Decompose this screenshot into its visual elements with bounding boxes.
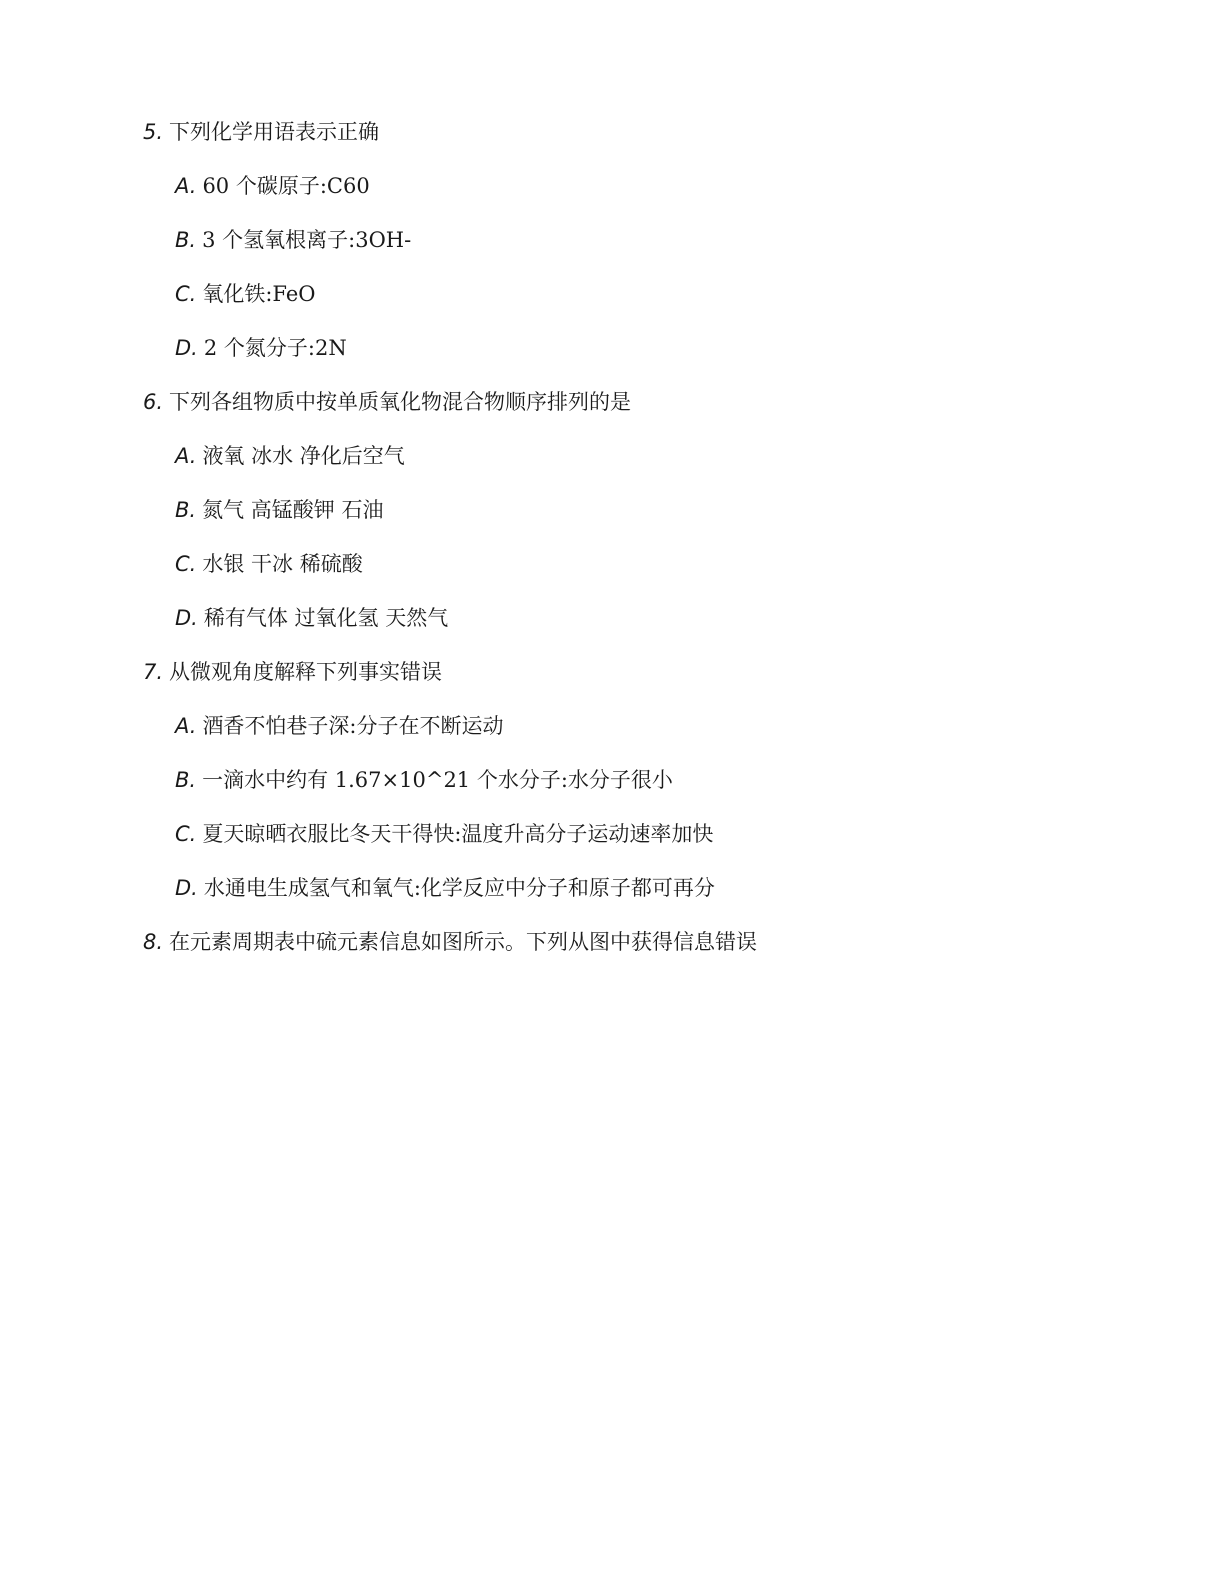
option-letter: A. (175, 444, 197, 468)
option-text: 氮气 高锰酸钾 石油 (202, 498, 384, 522)
question-number: 8. (143, 930, 164, 954)
question-text: 从微观角度解释下列事实错误 (169, 660, 443, 684)
question-6-option-d (175, 604, 448, 632)
question-5-option-d (175, 334, 347, 362)
option-text: 60 个碳原子:C60 (202, 174, 370, 198)
option-letter: C. (175, 822, 197, 846)
option-letter: C. (175, 552, 197, 576)
question-text: 在元素周期表中硫元素信息如图所示。下列从图中获得信息错误 (169, 930, 758, 954)
option-text: 水银 干冰 稀硫酸 (202, 552, 363, 576)
question-6-option-c (175, 550, 363, 578)
question-5-option-b (175, 226, 411, 254)
question-8-stem (143, 928, 757, 956)
question-6-option-b (175, 496, 383, 524)
option-text: 酒香不怕巷子深:分子在不断运动 (202, 714, 504, 738)
option-letter: B. (175, 498, 197, 522)
question-text: 下列各组物质中按单质氧化物混合物顺序排列的是 (169, 390, 632, 414)
question-7-option-a (175, 712, 504, 740)
option-letter: B. (175, 768, 197, 792)
option-text: 氧化铁:FeO (202, 282, 316, 306)
option-letter: A. (175, 714, 197, 738)
option-text: 2 个氮分子:2N (203, 336, 347, 360)
option-text: 水通电生成氢气和氧气:化学反应中分子和原子都可再分 (203, 876, 715, 900)
question-7-option-d (175, 874, 715, 902)
question-number: 6. (143, 390, 164, 414)
option-text: 一滴水中约有 1.67×10^21 个水分子:水分子很小 (202, 768, 673, 792)
option-letter: A. (175, 174, 197, 198)
option-letter: C. (175, 282, 197, 306)
question-5-option-a (175, 172, 370, 200)
question-6-stem (143, 388, 631, 416)
option-text: 夏天晾晒衣服比冬天干得快:温度升高分子运动速率加快 (202, 822, 714, 846)
option-text: 稀有气体 过氧化氢 天然气 (203, 606, 449, 630)
question-5-stem (143, 118, 379, 146)
option-letter: B. (175, 228, 197, 252)
question-7-stem (143, 658, 442, 686)
option-letter: D. (175, 876, 198, 900)
question-5-option-c (175, 280, 316, 308)
option-letter: D. (175, 606, 198, 630)
question-number: 5. (143, 120, 164, 144)
option-text: 液氧 冰水 净化后空气 (202, 444, 405, 468)
option-letter: D. (175, 336, 198, 360)
question-7-option-c (175, 820, 713, 848)
question-6-option-a (175, 442, 405, 470)
question-text: 下列化学用语表示正确 (169, 120, 380, 144)
question-number: 7. (143, 660, 164, 684)
question-7-option-b (175, 766, 673, 794)
option-text: 3 个氢氧根离子:3OH- (202, 228, 412, 252)
